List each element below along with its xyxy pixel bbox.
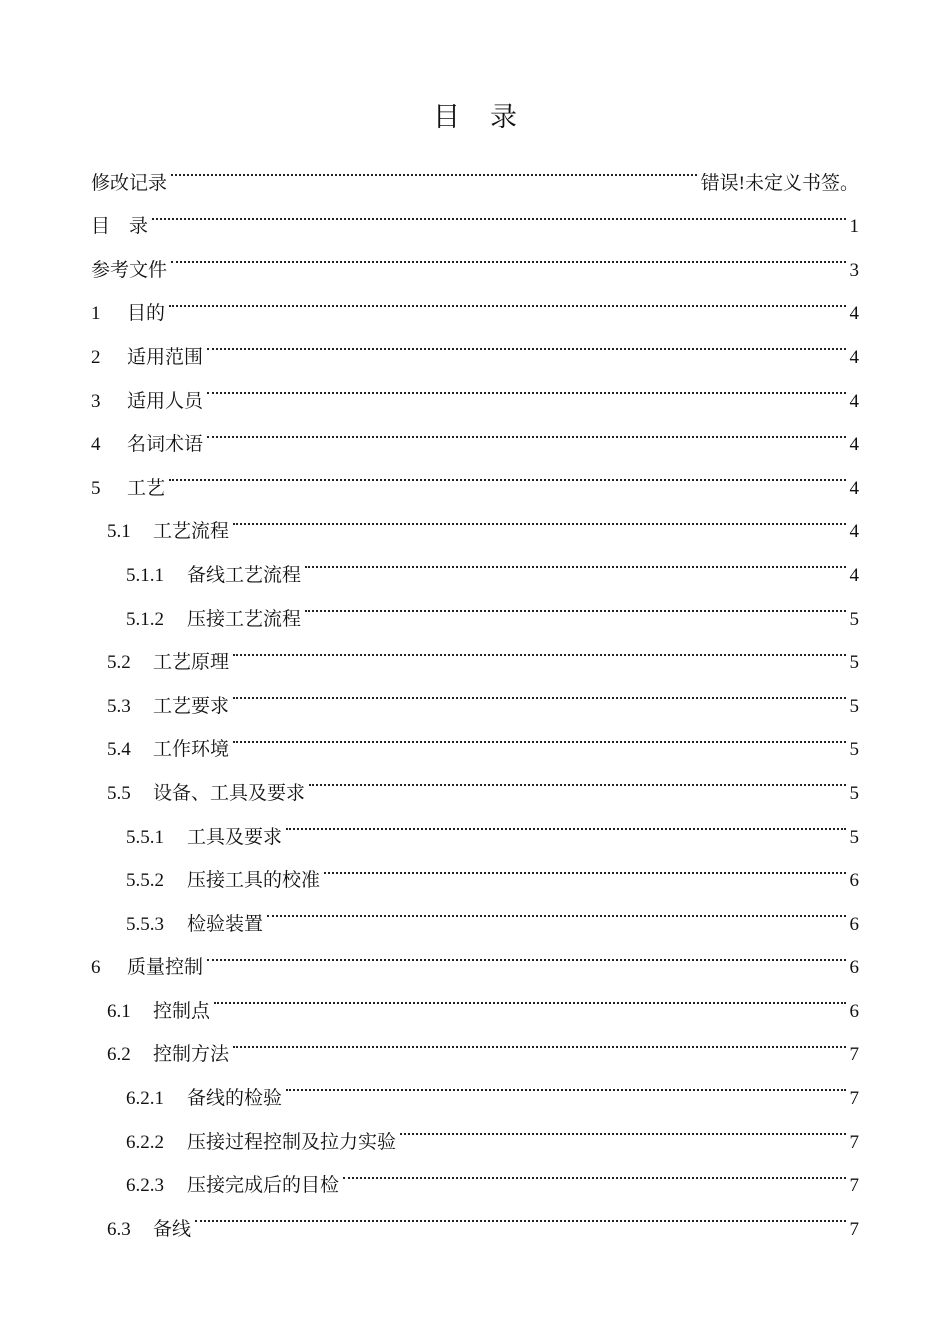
toc-entry-number: 5 [91, 477, 101, 499]
toc-entry-number: 6.2.3 [126, 1175, 164, 1197]
toc-entry-number: 5.5.3 [126, 913, 164, 935]
toc-entry-title[interactable]: 备线 [153, 1217, 192, 1240]
toc-dot-leader [233, 1017, 845, 1061]
toc-entry-page-number: 5 [849, 695, 859, 717]
toc-entry-page-number: 4 [849, 303, 859, 325]
toc-dot-leader [309, 755, 845, 799]
toc-entry[interactable] [91, 276, 859, 325]
toc-dot-leader [207, 930, 845, 974]
toc-entry-title[interactable]: 工艺流程 [153, 520, 230, 543]
toc-dot-leader [152, 189, 845, 233]
toc-dot-leader [171, 232, 845, 276]
toc-entry-title[interactable]: 设备、工具及要求 [153, 781, 306, 804]
toc-dot-leader [343, 1148, 845, 1192]
toc-dot-leader [286, 1060, 845, 1104]
toc-entry[interactable] [91, 930, 859, 979]
toc-entry-page-number: 3 [849, 259, 859, 281]
toc-entry-title[interactable]: 控制方法 [153, 1043, 230, 1066]
toc-entry-page-number: 4 [849, 434, 859, 456]
toc-entry[interactable] [91, 363, 859, 412]
toc-entry-number: 5.4 [107, 739, 131, 761]
toc-entry-number: 5.5.1 [126, 826, 164, 848]
toc-entry-number: 6.2.1 [126, 1088, 164, 1110]
toc-dot-leader [207, 407, 845, 451]
toc-entry-page-number: 5 [849, 739, 859, 761]
toc-dot-leader [267, 886, 845, 930]
toc-entry[interactable] [91, 973, 859, 1022]
toc-dot-leader [400, 1104, 845, 1148]
toc-entry[interactable] [91, 450, 859, 499]
toc-entry-page-number: 7 [849, 1131, 859, 1153]
toc-entry-page-number: 7 [849, 1044, 859, 1066]
toc-entry-title[interactable]: 备线的检验 [187, 1087, 283, 1110]
toc-entry-page-number: 5 [849, 826, 859, 848]
toc-entry-page-number: 4 [849, 521, 859, 543]
toc-entry-number: 3 [91, 390, 101, 412]
toc-entry-page-number: 4 [849, 564, 859, 586]
toc-entry[interactable] [91, 189, 859, 238]
toc-entry-title[interactable]: 检验装置 [187, 912, 264, 935]
toc-entry-page-number: 6 [849, 870, 859, 892]
toc-entry[interactable] [91, 1191, 859, 1240]
toc-entry-number: 6.2 [107, 1044, 131, 1066]
toc-entry-number: 2 [91, 346, 101, 368]
toc-entry-title[interactable]: 控制点 [153, 999, 211, 1022]
toc-dot-leader [169, 450, 845, 494]
toc-entry-title[interactable]: 压接工艺流程 [187, 607, 302, 630]
toc-entry-page-number: 6 [849, 913, 859, 935]
toc-dot-leader [233, 494, 845, 538]
toc-entry-page-number: 5 [849, 782, 859, 804]
toc-entry[interactable] [91, 319, 859, 368]
toc-entry-number: 5.5 [107, 782, 131, 804]
toc-dot-leader [233, 625, 845, 669]
toc-dot-leader [195, 1191, 845, 1235]
toc-entry-title[interactable]: 工艺原理 [153, 651, 230, 674]
toc-entry-title[interactable]: 工作环境 [153, 738, 230, 761]
toc-entry-title[interactable]: 目的 [127, 302, 166, 325]
toc-entry-number: 5.1 [107, 521, 131, 543]
toc-entry-number: 5.5.2 [126, 870, 164, 892]
toc-entry-title[interactable]: 备线工艺流程 [187, 563, 302, 586]
toc-entry-page-number: 错误!未定义书签。 [700, 172, 859, 194]
toc-entry-page-number: 4 [849, 477, 859, 499]
toc-entry-number: 1 [91, 303, 101, 325]
toc-entry-number: 4 [91, 434, 101, 456]
toc-entry-number: 5.1.1 [126, 564, 164, 586]
toc-entry-page-number: 7 [849, 1218, 859, 1240]
toc-entry-number: 5.3 [107, 695, 131, 717]
toc-dot-leader [233, 668, 845, 712]
toc-entry-page-number: 5 [849, 652, 859, 674]
toc-dot-leader [305, 581, 845, 625]
toc-entry-number: 6.2.2 [126, 1131, 164, 1153]
toc-dot-leader [324, 843, 845, 887]
toc-list [91, 145, 859, 1240]
toc-entry-title[interactable]: 适用范围 [127, 345, 204, 368]
toc-heading-char-2: 录 [490, 102, 517, 133]
toc-entry-number: 6.3 [107, 1218, 131, 1240]
toc-entry-title[interactable]: 质量控制 [127, 956, 204, 979]
toc-entry-page-number: 6 [849, 957, 859, 979]
toc-dot-leader [169, 276, 845, 320]
toc-dot-leader [207, 319, 845, 363]
toc-entry-title[interactable]: 工艺 [127, 476, 166, 499]
toc-entry-page-number: 4 [849, 390, 859, 412]
toc-entry-title[interactable]: 压接过程控制及拉力实验 [187, 1130, 397, 1153]
toc-entry-page-number: 4 [849, 346, 859, 368]
toc-dot-leader [305, 537, 845, 581]
toc-dot-leader [207, 363, 845, 407]
toc-entry-page-number: 5 [849, 608, 859, 630]
toc-entry[interactable] [91, 407, 859, 456]
toc-entry-page-number: 1 [849, 216, 859, 238]
toc-entry-title[interactable]: 参考文件 [91, 258, 168, 281]
toc-dot-leader [214, 973, 845, 1017]
toc-entry-page-number: 7 [849, 1175, 859, 1197]
toc-heading [0, 98, 950, 138]
toc-entry-title[interactable]: 名词术语 [127, 433, 204, 456]
toc-entry-title[interactable]: 适用人员 [127, 389, 204, 412]
toc-entry-page-number: 7 [849, 1088, 859, 1110]
toc-dot-leader [286, 799, 845, 843]
toc-entry[interactable] [91, 232, 859, 281]
toc-entry-title[interactable]: 工艺要求 [153, 694, 230, 717]
toc-entry-number: 6 [91, 957, 101, 979]
toc-entry-title[interactable]: 压接工具的校准 [187, 869, 321, 892]
toc-entry[interactable] [91, 494, 859, 543]
toc-heading-char-1: 目 [433, 102, 460, 133]
toc-entry-number: 5.2 [107, 652, 131, 674]
toc-entry-page-number: 6 [849, 1000, 859, 1022]
toc-entry-number: 5.1.2 [126, 608, 164, 630]
toc-entry-title[interactable]: 压接完成后的目检 [187, 1174, 340, 1197]
toc-dot-leader [233, 712, 845, 756]
toc-entry-title[interactable]: 工具及要求 [187, 825, 283, 848]
toc-entry-number: 6.1 [107, 1000, 131, 1022]
toc-entry-title[interactable]: 目 录 [91, 215, 149, 238]
toc-entry-title[interactable]: 修改记录 [91, 171, 168, 194]
toc-dot-leader [171, 145, 697, 189]
toc-entry[interactable] [91, 145, 859, 194]
